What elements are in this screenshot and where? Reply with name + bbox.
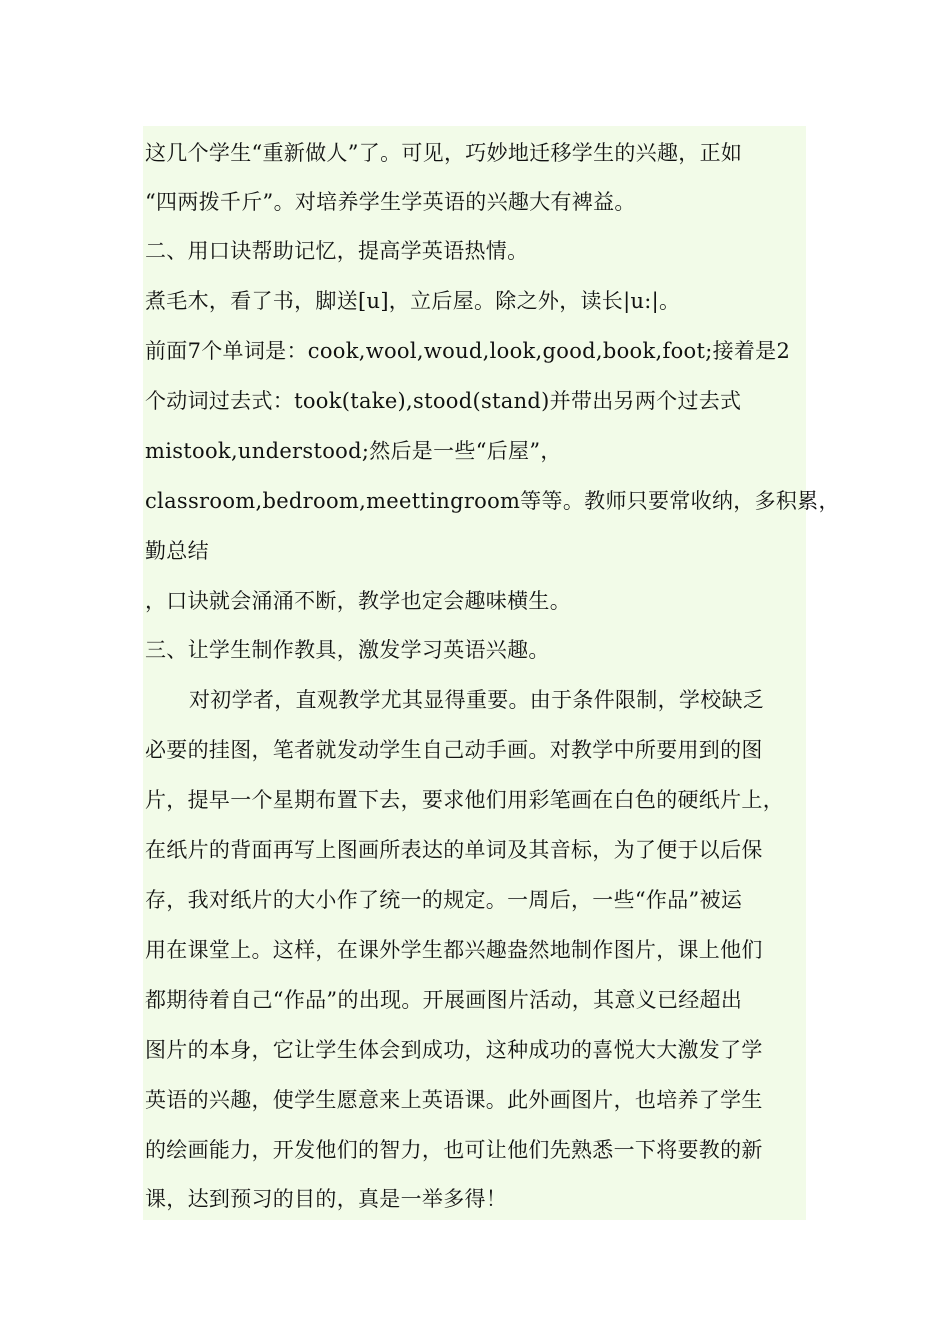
highlighted-text-block <box>143 126 840 1220</box>
text-line: 用在课堂上。这样，在课外学生都兴趣盎然地制作图片，课上他们 <box>145 938 763 962</box>
text-line: 勤总结 <box>145 539 209 563</box>
text-line: 个动词过去式：took(take),stood(stand)并带出另两个过去式 <box>145 389 742 413</box>
text-line: 的绘画能力，开发他们的智力，也可让他们先熟悉一下将要教的新 <box>145 1138 763 1162</box>
text-line: 在纸片的背面再写上图画所表达的单词及其音标，为了便于以后保 <box>145 838 763 862</box>
text-line: mistook,understood;然后是一些“后屋”， <box>145 439 562 463</box>
text-line: 课，达到预习的目的，真是一举多得！ <box>145 1187 508 1211</box>
text-line: 煮毛木，看了书，脚送[u]，立后屋。除之外，读长|u:|。 <box>145 289 681 313</box>
paragraph-first-line: 对初学者，直观教学尤其显得重要。由于条件限制，学校缺乏 <box>189 688 765 712</box>
text-line: 英语的兴趣，使学生愿意来上英语课。此外画图片，也培养了学生 <box>145 1088 763 1112</box>
text-line: 这几个学生“重新做人”了。可见，巧妙地迁移学生的兴趣，正如 <box>145 141 743 165</box>
text-line: 必要的挂图，笔者就发动学生自己动手画。对教学中所要用到的图 <box>145 738 763 762</box>
text-line: 片，提早一个星期布置下去，要求他们用彩笔画在白色的硬纸片上， <box>145 788 784 812</box>
text-line: 存，我对纸片的大小作了统一的规定。一周后，一些“作品”被运 <box>145 888 743 912</box>
text-line: ，口诀就会涌涌不断，教学也定会趣味横生。 <box>145 589 571 613</box>
text-line: 都期待着自己“作品”的出现。开展画图片活动，其意义已经超出 <box>145 988 743 1012</box>
section-heading-3: 三、让学生制作教具，激发学习英语兴趣。 <box>145 638 550 662</box>
text-line: 前面7个单词是：cook,wool,woud,look,good,book,foot;接着是2 <box>145 339 791 363</box>
text-line: “四两拨千斤”。对培养学生学英语的兴趣大有裨益。 <box>145 190 636 214</box>
text-line: classroom,bedroom,meettingroom等等。教师只要常收纳，多积累， <box>145 489 840 513</box>
section-heading-2: 二、用口诀帮助记忆，提高学英语热情。 <box>145 239 529 263</box>
text-line: 图片的本身，它让学生体会到成功，这种成功的喜悦大大激发了学 <box>145 1038 763 1062</box>
